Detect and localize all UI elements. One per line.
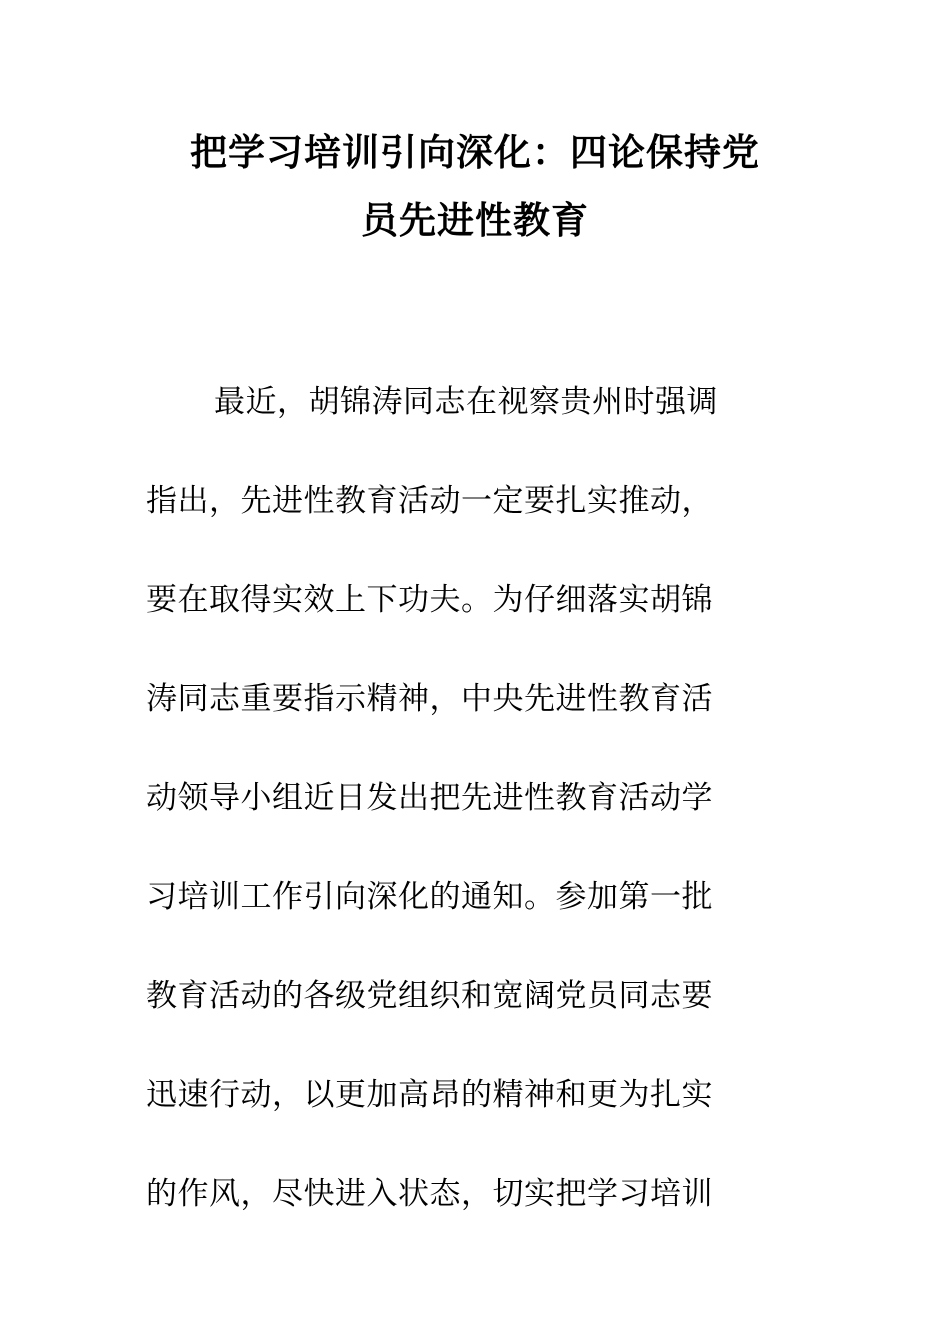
title-line-2: 员先进性教育 — [361, 198, 589, 242]
body-line: 教育活动的各级党组织和宽阔党员同志要 — [146, 978, 713, 1014]
document-body — [146, 370, 786, 1261]
body-line: 要在取得实效上下功夫。为仔细落实胡锦 — [146, 582, 713, 618]
body-line: 迅速行动，以更加高昂的精神和更为扎实 — [146, 1077, 713, 1113]
body-line: 最近，胡锦涛同志在视察贵州时强调 — [214, 384, 718, 420]
body-line: 涛同志重要指示精神，中央先进性教育活 — [146, 681, 713, 717]
body-line: 指出，先进性教育活动一定要扎实推动， — [146, 483, 713, 519]
body-line: 习培训工作引向深化的通知。参加第一批 — [146, 879, 713, 915]
document-title — [150, 118, 800, 254]
title-line-1: 把学习培训引向深化：四论保持党 — [190, 130, 760, 174]
body-line: 动领导小组近日发出把先进性教育活动学 — [146, 780, 713, 816]
body-line: 的作风，尽快进入状态，切实把学习培训 — [146, 1176, 713, 1212]
